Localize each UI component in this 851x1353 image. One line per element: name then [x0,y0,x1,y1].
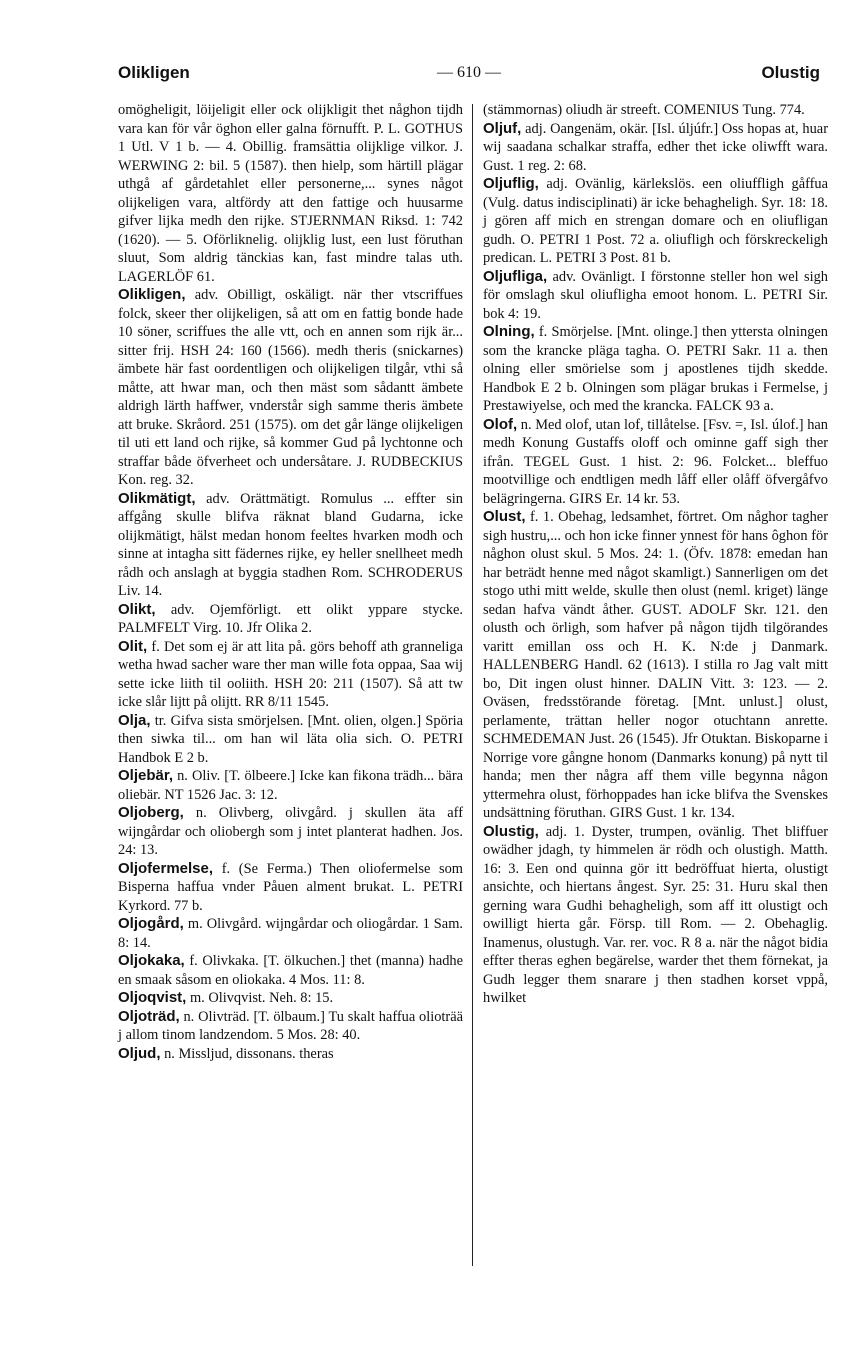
entry-headword: Oljebär, [118,767,174,784]
dictionary-entry [483,101,828,120]
entry-text: f. Olivkaka. [T. ölkuchen.] thet (manna) hadhe en smaak såsom en oliokaka. 4 Mos. 11: 8. [118,953,463,988]
entry-text: adv. Obilligt, oskäligt. när ther vtscriffues folck, skeer ther olijkeligen, så att om en fattig bonde hade 10 söner, scriffues the alle vtt, och en annen som rijk är... sitter frij. HSH 24: 160 (1566). medh theris (snickarnes) ämbete här fast oordentligen och olijkeligen tilgår, vthi så måtte, att hwar man, och then mäst som sådantt ämbete aldrigh lärth haffwer, vnderstår sigh samme theris ämbete att bruke. Skråord. 251 (1575). om det går länge olijkeligen til uti ett land och rijke, så kommer Gud på lychtonne och straffar både öfverheet och undersåtare. J. RUDBECKIUS Kon. reg. 32. [118,287,463,488]
dictionary-entry [483,416,828,509]
entry-headword: Olikligen, [118,286,186,303]
dictionary-entry [483,823,828,1008]
page-number: — 610 — [437,64,501,81]
entry-headword: Olja, [118,711,151,729]
dictionary-entry [118,1008,463,1045]
entry-text: f. (Se Ferma.) Then oliofermelse som Bisperna haffua vnder Påuen alment brukat. L. PETRI Kyrkord. 77 b. [118,860,463,914]
left-column [118,101,463,1063]
header-left-guideword: Olikligen [118,63,190,82]
entry-headword: Oljoberg, [118,804,184,821]
entry-text: f. Det som ej är att lita på. görs behoff ath granneliga wetha hwad sacher ware ther man wille fota oppaa, Saa wij sette icke liith til ooliith. HSH 20: 211 (1507). Så att tw icke slår lijtt på olijtt. RR 8/11 1545. [118,638,463,710]
entry-headword: Olof, [483,415,518,433]
dictionary-entry [483,120,828,176]
entry-text: f. Smörjelse. [Mnt. olinge.] then yttersta olningen som the krancke pläga tagha. O. PETRI Sakr. 11 a. then olning eller smörielse som j apostlenes tijdh skedde. Handbok E 2 b. Olningen som plägar brukas i Fermelse, j Prestawiyelse, och med the krancka. FALCK 93 a. [483,324,828,414]
entry-headword: Olikmätigt, [118,489,196,507]
dictionary-entry [118,860,463,916]
entry-headword: Oljokaka, [118,952,185,969]
entry-headword: Oljud, [118,1044,161,1062]
dictionary-entry [118,286,463,490]
entry-headword: Olit, [118,637,148,655]
page-header [118,63,820,89]
dictionary-entry [118,1045,463,1064]
entry-headword: Oljuf, [483,119,522,137]
dictionary-entry [118,767,463,804]
entry-headword: Oljogård, [118,915,184,932]
entry-text: n. Olivträd. [T. ölbaum.] Tu skalt haffua olioträä j allom tinom landzendom. 5 Mos. 28: 40. [118,1008,463,1043]
entry-text: (stämmornas) oliudh är streeft. COMENIUS Tung. 774. [483,102,805,118]
entry-text: adv. Orättmätigt. Romulus ... effter sin affgång skulle blifva räknat bland Gudarna, icke olijkmätigt, hälst medan honom feeltes hvarken modh och sinne at intagha sitt fädernes rijke, ey heller snellheet medh rådh och anslagh at byggia stadhen Rom. SCHRODERUS Liv. 14. [118,490,463,599]
entry-headword: Oljuflig, [483,175,539,192]
column-divider [472,104,473,1266]
dictionary-entry [118,601,463,638]
entry-text: n. Missljud, dissonans. theras [164,1045,334,1062]
dictionary-entry [118,638,463,712]
entry-text: n. Med olof, utan lof, tillåtelse. [Fsv. =, Isl. úlof.] han medh Konung Gustaffs oloff och ominne gaff sigh ther ifrån. TEGEL Gust. 1 hist. 2: 96. Folcket... bleffuo mootvillige och endtligen medh låff eller olåff öfvergåfvo belägringerna. GIRS Er. 14 kr. 53. [483,416,828,507]
entry-text: tr. Gifva sista smörjelsen. [Mnt. olien, olgen.] Spöria then siwka til... om han wil läta olia sich. O. PETRI Handbok E 2 b. [118,712,463,766]
entry-headword: Oljofermelse, [118,859,214,877]
entry-text: adj. 1. Dyster, trumpen, ovänlig. Thet bliffuer owädher jdagh, ty himmelen är rödh och olustigh. Matth. 16: 3. Een ond quinna gör itt bedröffuat hierta, olustigt ansichte, och hiertans ångest. Syr. 25: 31. Huru skal then gerning wara Gudhi behagheligh, som aff itt olustigt och owilligt hierta går. Försp. till Rom. — 2. Obehaglig. Inamenus, olustugh. Var. rer. voc. R 8 a. när the något bidia effter theras eghen begärelse, warder thet them förnekat, ja Gudh legger them snarare j then stadhen korset vppå, hwilket [483,823,828,1006]
entry-text: adj. Ovänlig, kärlekslös. een oliuffligh gåffua (Vulg. datus indisciplinati) är icke behagheligh. Syr. 18: 18. j gören aff mich en strengan domare och en oliufligan gudh. O. PETRI 1 Post. 72 a. oliufligh och förskreckeligh predican. L. PETRI 3 Post. 81 b. [483,176,828,266]
entry-headword: Olustig, [483,822,539,840]
entry-text: adj. Oangenäm, okär. [Isl. úljúfr.] Oss hopas at, huar wij saadana schalkar straffa, edher thet icke oliwfft wara. Gust. 1 reg. 2: 68. [483,120,828,174]
entry-text: adv. Ovänligt. I förstonne steller hon wel sigh för omslagh skul oliufligha emoot honom. L. PETRI Sir. bok 4: 19. [483,268,828,322]
dictionary-entry [118,804,463,860]
entry-text: n. Oliv. [T. ölbeere.] Icke kan fikona trädh... bära oliebär. NT 1526 Jac. 3: 12. [118,768,463,803]
entry-headword: Oljufliga, [483,267,548,285]
dictionary-entry [483,508,828,823]
entry-text: m. Olivqvist. Neh. 8: 15. [189,990,334,1006]
dictionary-entry [483,175,828,268]
dictionary-entry [118,101,463,286]
entry-text: n. Olivberg, olivgård. j skullen äta aff wijngårdar och oliobergh som j intet planterat hadhen. Jos. 24: 13. [118,805,463,858]
entry-headword: Olust, [483,508,526,525]
dictionary-entry [118,952,463,989]
entry-headword: Oljoträd, [118,1007,180,1025]
entry-text: omögheligit, löijeligit eller ock olijkligit thet någhon tijdh vara kan för vår öghon eller galna förnufft. P. L. GOTHUS 1 Utl. V 1 b. — 4. Obillig. framsättia olijklige vilkor. J. WERWING 2: bil. 5 (1587). then hielp, som härtill plägar uthgå af gårdetahlet eller personerne,... synes något olijkeligen vara, altfördy att den fattige och huusarme gifver lijka medh den rijke. STJERNMAN Riksd. 1: 742 (1620). — 5. Oförliknelig. olijklig lust, een lust föruthan sluut, Som aldrig tänckias kan, fast mindre talas uth. LAGERLÖF 61. [118,102,463,285]
dictionary-entry [118,490,463,601]
right-column [483,101,828,1008]
entry-headword: Oljoqvist, [118,989,187,1006]
entry-headword: Olning, [483,323,535,340]
entry-text: adv. Ojemförligt. ett olikt yppare stycke. PALMFELT Virg. 10. Jfr Olika 2. [118,601,463,636]
dictionary-entry [118,915,463,952]
dictionary-entry [483,323,828,416]
header-right-guideword: Olustig [761,63,820,82]
dictionary-entry [118,989,463,1008]
dictionary-entry [483,268,828,324]
entry-text: f. 1. Obehag, ledsamhet, förtret. Om någhor tagher sigh hustru,... och hon icke finner ynnest för hans ôghon för någhon olust skul. 5 Mos. 24: 1. (Öfv. 1878: emedan han har beträdt henne med något skamligt.) Sannerligen om det stogo uthi mitt welde, skulle then olust (neml. kriget) länge sedan hafva vändt åther. GUST. ADOLF Skr. 121. den olusth och örligh, som hafver på någon tijdh tilgörandes varitt emillan oss och H. K. N:de j Danmark. HALLENBERG Handl. 62 (1613). I stilla ro Jag valt mitt bo, Dit ingen olust hinner. DALIN Vitt. 3: 123. — 2. Oväsen, fredsstörande företag. [Mnt. unlust.] olust, perlamente, trättan heller nogor otuchtann anrette. SCHMEDEMAN Just. 26 (1545). Jfr Otuktan. Biskoparne i Norrige vore gångne honom (Danmarks konung) på nytt til handa; men ther några aff them ville begynna någon yttermehra olust, förhoppades han icke blifva the Svenskes undsättning föruthan. GIRS Gust. 1 kr. 134. [483,509,828,821]
dictionary-entry [118,712,463,768]
entry-text: m. Olivgård. wijngårdar och oliogårdar. 1 Sam. 8: 14. [118,916,463,951]
entry-headword: Olikt, [118,600,156,618]
